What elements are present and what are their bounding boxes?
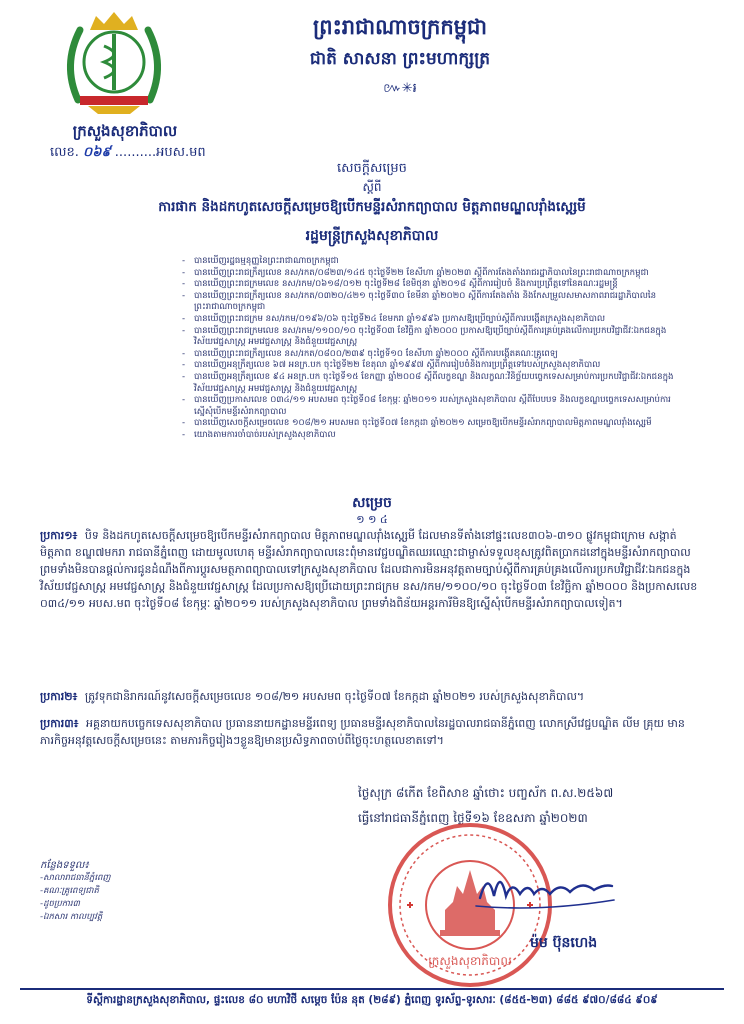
national-motto: ជាតិ សាសនា ព្រះមហាក្សត្រ <box>309 49 491 69</box>
decision-chapter-marks: ១ ១ ៤ <box>356 513 388 526</box>
seal-text: ក្រសួងសុខាភិបាល <box>428 954 512 968</box>
document-subject: ការផាក និងដកហូតសេចក្ដីសម្រេចឱ្យបើកមន្ទីរសំរាកព្យាបាល មិត្តភាពមណ្ឌលរ៉ាំងស្ដ្សេមី <box>158 199 586 215</box>
signature <box>470 860 620 920</box>
article-1-label: ប្រការ១៖ <box>40 529 78 542</box>
reference-item: - បានឃើញអនុក្រឹត្យលេខ ៦៧ អនក្រ.បក ចុះថ្ងៃទី២២ ខែតុលា ឆ្នាំ១៩៩៧ ស្ដីពីការរៀបចំនិងការប្រព្រឹត្តទៅរបស់ក្រសួងសុខាភិបាល <box>180 360 680 372</box>
reference-item: - បានឃើញព្រះរាជក្រមលេខ នស/រកម/១១០០/១០ ចុះថ្ងៃទី០៣ ខែវិច្ឆិកា ឆ្នាំ២០០០ ប្រកាសឱ្យប្រើច្បាប់ស្ដីពីការគ្រប់គ្រងលើការប្រកបវិជ្ជាជីវៈឯកជនក្នុងវិស័យវេជ្ជសាស្ត្រ អមវេជ្ជសាស្ត្រ និងជំនួយវេជ្ជសាស្ត្រ <box>180 326 680 349</box>
lunar-date: ថ្ងៃសុក្រ ៨កើត ខែពិសាខ ឆ្នាំថោះ បញ្ចស័ក ព.ស.២៥៦៧ <box>358 786 614 800</box>
article-2 <box>40 688 704 705</box>
recipients-title: កន្លែងទទួល៖ <box>40 860 89 871</box>
kingdom-heading: ព្រះរាជាណាចក្រកម្ពុជា <box>312 15 487 39</box>
article-1 <box>40 527 704 612</box>
recipient-item: -ដូចប្រការ៣ <box>40 899 80 909</box>
ministry-logo <box>58 10 170 120</box>
reference-item: - បានឃើញប្រកាសលេខ ០៣៤/១១ អបសមព ចុះថ្ងៃទី០៨ ខែកុម្ភៈ ឆ្នាំ២០១១ របស់ក្រសួងសុខាភិបាល ស្ដីពីបែបបទ និងលក្ខខណ្ឌបច្ចេកទេសសម្រាប់ការស្នើសុំបើកមន្ទីរសំរាកព្យាបាល <box>180 395 680 418</box>
reference-item: - បានឃើញរដ្ឋធម្មនុញ្ញនៃព្រះរាជាណាចក្រកម្ពុជា <box>180 256 680 268</box>
article-3-label: ប្រការ៣៖ <box>40 717 79 730</box>
reference-item: - បានឃើញព្រះរាជក្រម នស/រកម/០១៩៦/០៦ ចុះថ្ងៃទី២៤ ខែមករា ឆ្នាំ១៩៩៦ ប្រកាសឱ្យប្រើច្បាប់ស្ដីពីការបង្កើតក្រសួងសុខាភិបាល <box>180 314 680 326</box>
footer-address: ទីស្ដីការដ្ឋានក្រសួងសុខាភិបាល, ផ្ទះលេខ ៨០ មហាវិថី សម្ដេច ប៉ែន នុត (២៨៩) ភ្នំពេញ ទូរស័ព្ទ-ទូរសារៈ (៨៥៥-២៣) ៨៨៥ ៩៧០/៨៨៤ ៩០៩ <box>86 994 658 1006</box>
signer-name: ម៉ម ប៊ុនហេង <box>530 935 598 951</box>
signature-text: Mam Bunheng <box>470 860 478 861</box>
reference-suffix: ..........អបស.មព <box>114 145 206 160</box>
article-2-text: ត្រូវទុកជានិរាករណ៍នូវសេចក្ដីសម្រេចលេខ ១០៨/២១ អបសមព ចុះថ្ងៃទី០៧ ខែកក្កដា ឆ្នាំ២០២១ របស់ក្រសួងសុខាភិបាល។ <box>84 690 585 703</box>
reference-item: - បានឃើញព្រះរាជក្រឹត្យលេខ នស/រកត/០៣២០/៤២១ ចុះថ្ងៃទី៣០ ខែមីនា ឆ្នាំ២០២០ ស្ដីពីការតែងតាំង និងកែសម្រួលសមាសភាពរាជរដ្ឋាភិបាលនៃព្រះរាជាណាចក្រកម្ពុជា <box>180 291 680 314</box>
reference-item: - បានឃើញព្រះរាជក្រឹត្យលេខ នស/រកត/០៨០០/២៣៩ ចុះថ្ងៃទី១០ ខែសីហា ឆ្នាំ២០០០ ស្ដីពីការបង្កើតគណៈគ្រូពេទ្យ <box>180 349 680 361</box>
article-3-text: អគ្គនាយកបច្ចេកទេសសុខាភិបាល ប្រធាននាយកដ្ឋានមន្ទីរពេទ្យ ប្រធានមន្ទីរសុខាភិបាលនៃរដ្ឋបាលរាជធានីភ្នំពេញ លោកស្រីវេជ្ជបណ្ឌិត លីម គ្រុយ មានភារកិច្ចអនុវត្តសេចក្ដីសម្រេចនេះ តាមភារកិច្ចរៀងៗខ្លួនឱ្យមានប្រសិទ្ធភាពចាប់ពីថ្ងៃចុះហត្ថលេខាតទៅ។ <box>40 717 685 747</box>
document-type: សេចក្ដីសម្រេច <box>337 161 407 176</box>
reference-item: - យោងតាមការចាំបាច់របស់ក្រសួងសុខាភិបាល <box>180 430 680 442</box>
article-3 <box>40 715 704 749</box>
recipients-list <box>40 872 111 924</box>
article-2-label: ប្រការ២៖ <box>40 690 78 703</box>
reference-item: - បានឃើញព្រះរាជក្រមលេខ នស/រកម/០៦១៨/០១២ ចុះថ្ងៃទី២៨ ខែមិថុនា ឆ្នាំ២០១៨ ស្ដីពីការរៀបចំ និងការប្រព្រឹត្តទៅនៃគណៈរដ្ឋមន្ត្រី <box>180 279 680 291</box>
article-1-text: បិទ និងដកហូតសេចក្ដីសម្រេចឱ្យបើកមន្ទីរសំរាកព្យាបាល មិត្តភាពមណ្ឌលរ៉ាំងស្ដ្សេមី ដែលមានទីតាំងនៅផ្ទះលេខ៣០៦-៣១០ ផ្លូវកម្ពុជាក្រោម សង្កាត់មិត្តភាព ខណ្ឌ៧មករា រាជធានីភ្នំពេញ ដោយមូលហេតុ មន្ទីរសំរាកព្យាបាលនេះពុំមានវេជ្ជបណ្ឌិតឈរឈ្មោះជាម្ចាស់ទទួលខុសត្រូវពិតប្រាកដនៅក្នុងមន្ទីរសំរាកព្យាបាល ព្រមទាំងមិនបានផ្ដល់ការជូនដំណឹងពីការប្ដូរសមត្ថភាពព្យាបាលទៅក្រសួងសុខាភិបាល ដែលជាការមិនអនុវត្តតាមច្បាប់ស្ដីពីការគ្រប់គ្រងលើការប្រកបវិជ្ជាជីវៈឯកជនក្នុងវិស័យវេជ្ជសាស្ត្រ អមវេជ្ជសាស្ត្រ និងជំនួយវេជ្ជសាស្ត្រ ដែលប្រកាសឱ្យប្រើដោយព្រះរាជក្រម នស/រកម/១១០០/១០ ចុះថ្ងៃទី០៣ ខែវិច្ឆិកា ឆ្នាំ២០០០ និងប្រកាសលេខ ០៣៤/១១ អបស.មព ចុះថ្ងៃទី០៨ ខែកុម្ភៈ ឆ្នាំ២០១១ របស់ក្រសួងសុខាភិបាល ព្រមទាំងពិន័យអន្ដរការីមិនឱ្យស្នើសុំបើកមន្ទីរសំរាកព្យាបាលទៀត។ <box>40 529 698 610</box>
recipient-item: -សាលារាជធានីភ្នំពេញ <box>40 873 111 883</box>
reference-prefix: លេខ. <box>50 145 79 160</box>
reference-item: - បានឃើញសេចក្ដីសម្រេចលេខ ១០៨/២១ អបសមព ចុះថ្ងៃទី០៧ ខែកក្កដា ឆ្នាំ២០២១ សម្រេចឱ្យបើកមន្ទីរសំរាកព្យាបាលមិត្តភាពមណ្ឌលរ៉ាំងស្ដ្សេមី <box>180 418 680 430</box>
ministry-name: ក្រសួងសុខាភិបាល <box>72 122 178 140</box>
reference-item: - បានឃើញអនុក្រឹត្យលេខ ៩៤ អនក្រ.បក ចុះថ្ងៃទី១៥ ខែកញ្ញា ឆ្នាំ២០០៨ ស្ដីពីលក្ខខណ្ឌ និងលក្ខណៈវិនិច្ឆ័យបច្ចេកទេសសម្រាប់ការប្រកបវិជ្ជាជីវៈឯកជនក្នុងវិស័យវេជ្ជសាស្ត្រ អមវេជ្ជសាស្ត្រ និងជំនួយវេជ្ជសាស្ត្រ <box>180 372 680 395</box>
minister-title: រដ្ឋមន្ត្រីក្រសួងសុខាភិបាល <box>305 228 439 244</box>
decision-heading: សម្រេច <box>352 495 392 511</box>
about-label: ស្ដីពី <box>362 180 382 194</box>
recipient-item: -គណៈគ្រូពេទ្យជាតិ <box>40 886 99 896</box>
reference-list <box>180 256 680 442</box>
reference-item: - បានឃើញព្រះរាជក្រឹត្យលេខ នស/រកត/០៨២៣/១៤៥ ចុះថ្ងៃទី២២ ខែសីហា ឆ្នាំ២០២៣ ស្ដីពីការតែងតាំងរាជរដ្ឋាភិបាលនៃព្រះរាជាណាចក្រកម្ពុជា <box>180 268 680 280</box>
ornament-divider: ៚✳៛ <box>383 81 417 96</box>
reference-number-value: ០៦៩ <box>83 145 111 160</box>
footer-divider <box>20 988 724 990</box>
recipient-item: -ឯកសារ កាលប្បវត្តិ <box>40 912 103 922</box>
solar-date: ធ្វើនៅរាជធានីភ្នំពេញ ថ្ងៃទី១៦ ខែឧសភា ឆ្នាំ២០២៣ <box>358 811 588 825</box>
